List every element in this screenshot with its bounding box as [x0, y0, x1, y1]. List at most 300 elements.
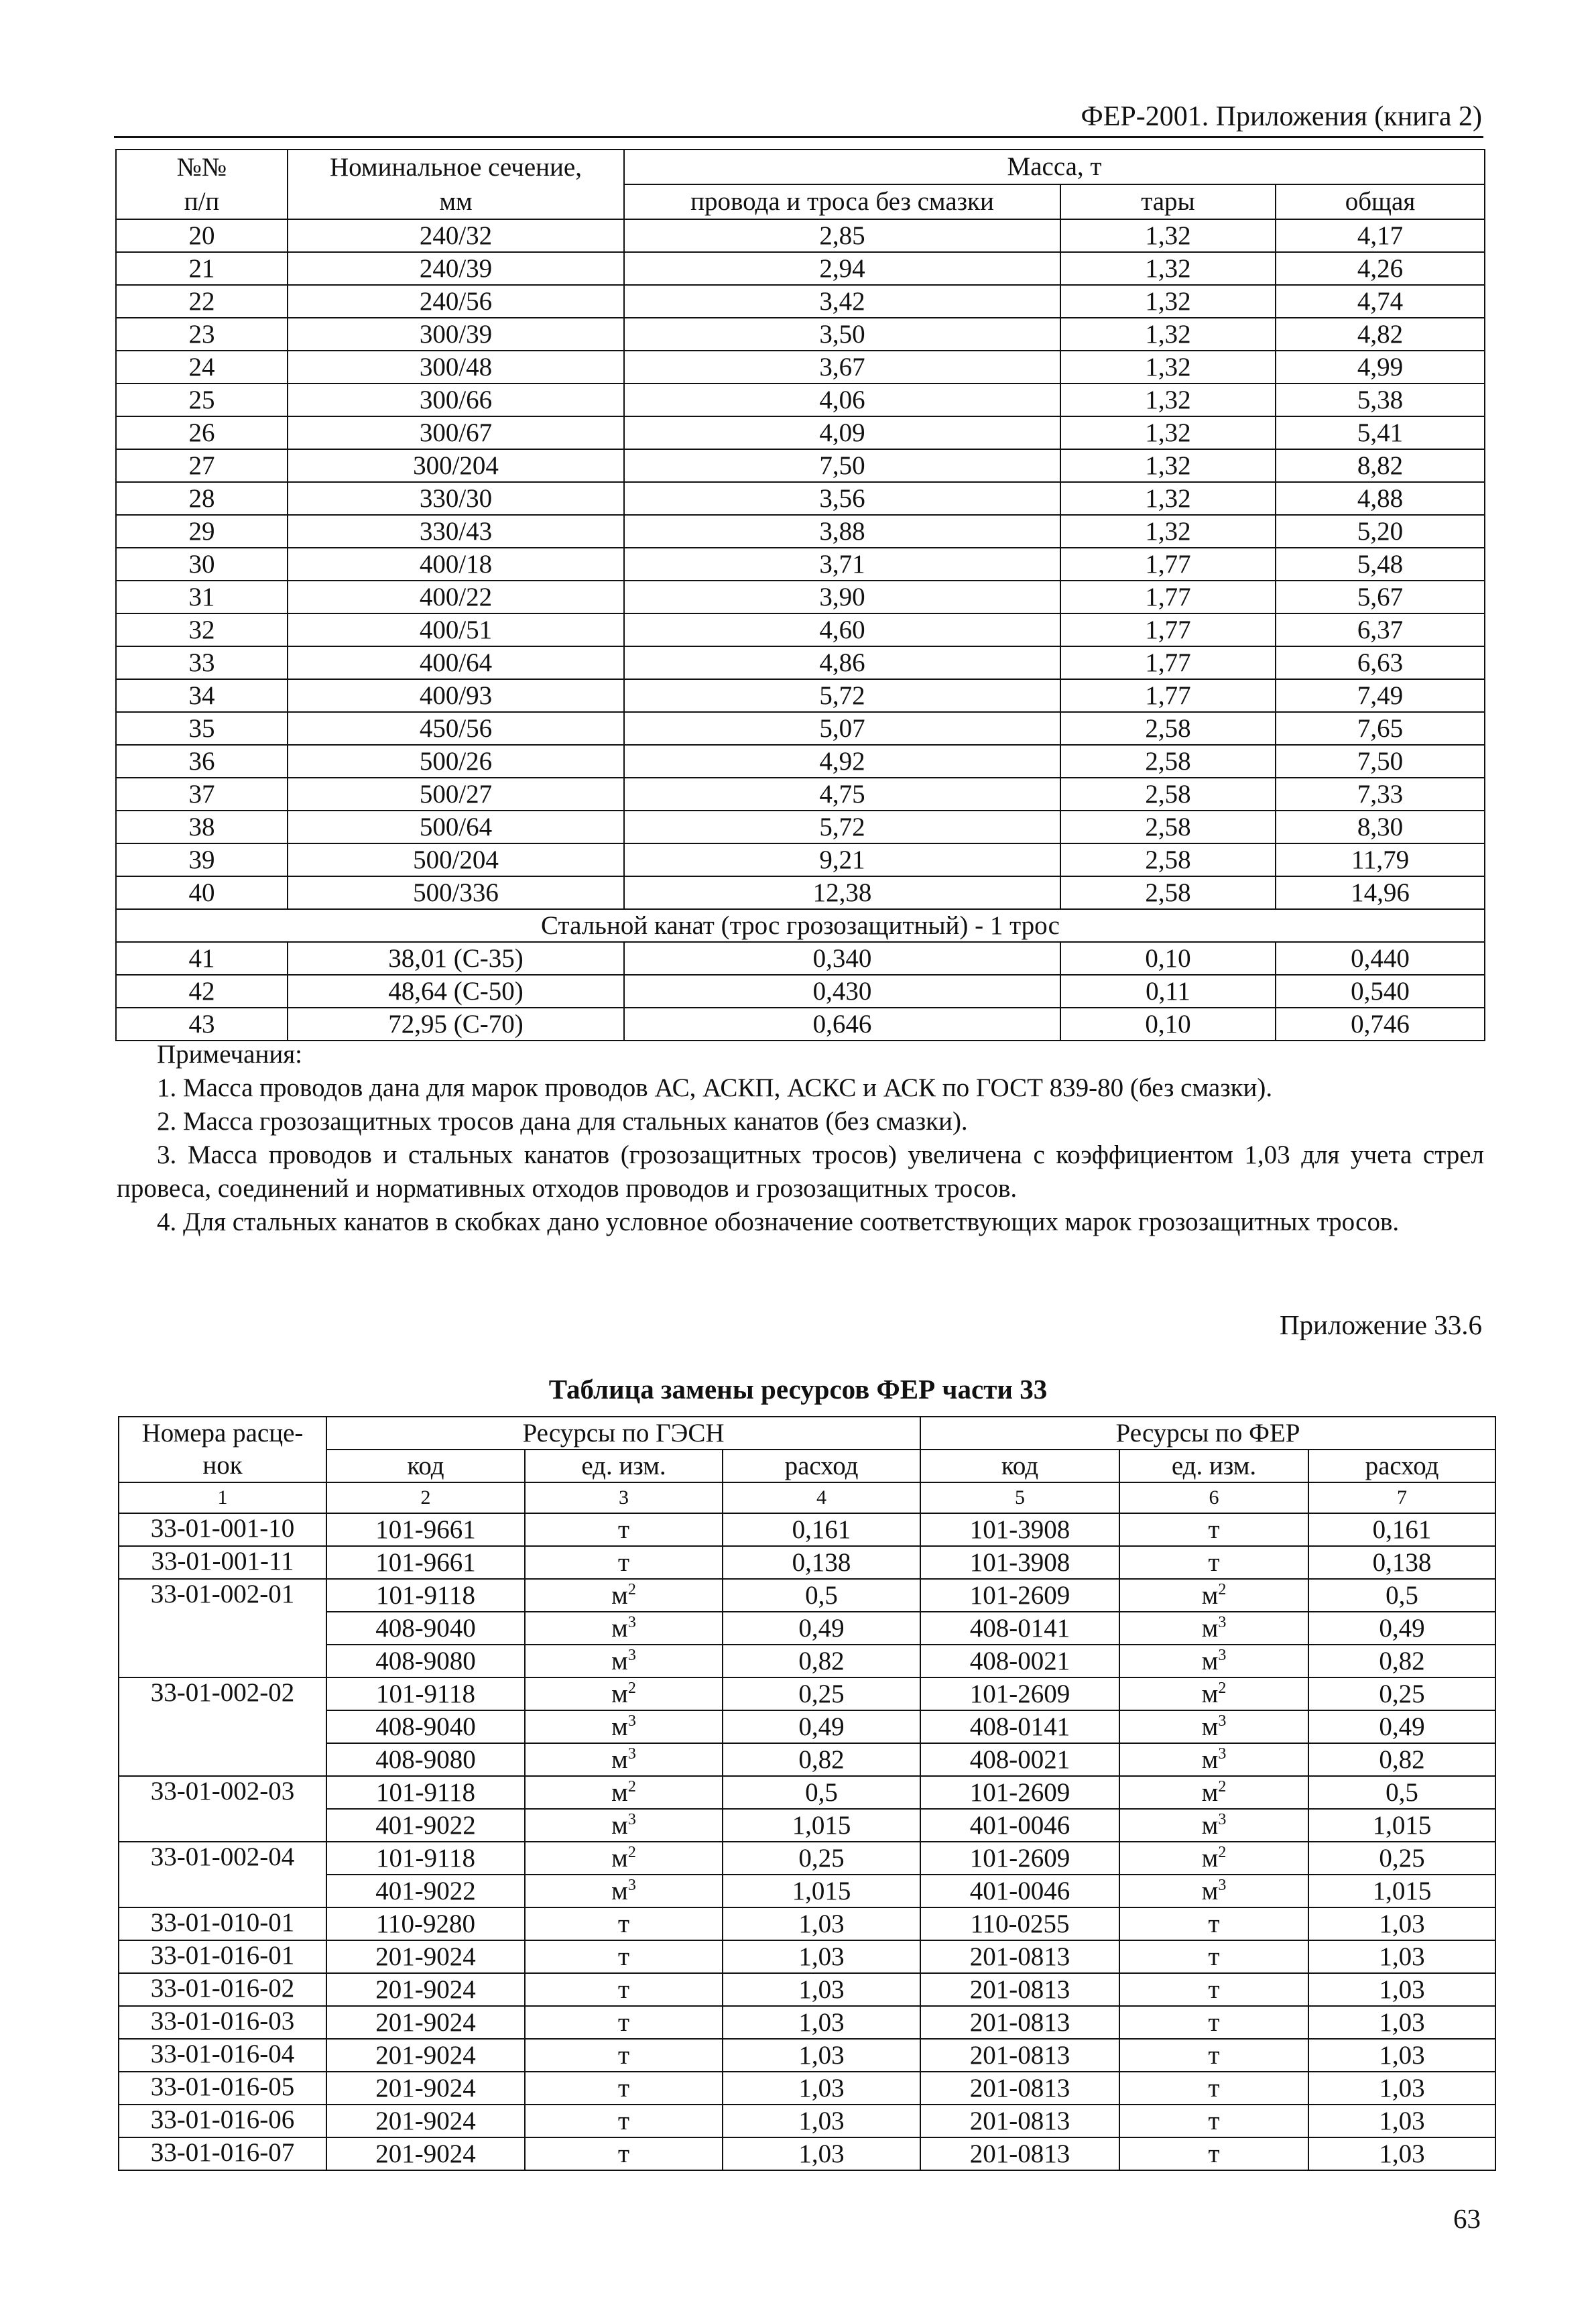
gesn-unit [525, 1875, 723, 1907]
gesn-consumption: 1,03 [723, 2039, 920, 2072]
total-mass: 6,37 [1276, 613, 1485, 646]
wire-mass: 4,60 [624, 613, 1060, 646]
gesn-unit: т [525, 2006, 723, 2039]
column-number: 4 [723, 1482, 920, 1513]
rate-number: 33-01-001-11 [119, 1546, 326, 1579]
wire-mass: 12,38 [624, 876, 1060, 909]
header-gesn-unit: ед. изм. [525, 1450, 723, 1482]
unit-exponent: 2 [1218, 1777, 1227, 1795]
table-row [119, 2072, 1495, 2105]
row-number: 31 [116, 581, 288, 613]
unit-base: м [1201, 1777, 1219, 1807]
table-row [116, 613, 1485, 646]
mass-table-body [116, 219, 1485, 909]
unit-exponent: 2 [1218, 1843, 1227, 1861]
unit-exponent: 2 [627, 1777, 636, 1795]
unit-exponent: 2 [1218, 1679, 1227, 1697]
resources-table [118, 1416, 1496, 2171]
gesn-unit: т [525, 2039, 723, 2072]
unit-exponent: 3 [627, 1745, 636, 1763]
unit-exponent: 2 [627, 1580, 636, 1598]
total-mass: 6,63 [1276, 646, 1485, 679]
wire-mass: 0,430 [624, 975, 1060, 1008]
nominal-section: 240/56 [288, 285, 624, 318]
fer-consumption: 1,03 [1308, 1907, 1495, 1940]
fer-unit [1119, 1842, 1308, 1875]
tare-mass: 2,58 [1060, 778, 1276, 811]
column-number: 6 [1119, 1482, 1308, 1513]
wire-mass: 4,75 [624, 778, 1060, 811]
fer-code: 201-0813 [920, 2105, 1119, 2137]
row-number: 29 [116, 515, 288, 548]
gesn-unit: т [525, 1907, 723, 1940]
nominal-section: 300/39 [288, 318, 624, 351]
fer-consumption: 1,015 [1308, 1875, 1495, 1907]
gesn-code: 101-9118 [326, 1842, 525, 1875]
gesn-code: 201-9024 [326, 1973, 525, 2006]
row-number: 21 [116, 252, 288, 285]
tare-mass: 1,32 [1060, 219, 1276, 252]
unit-exponent: 3 [627, 1646, 636, 1664]
wire-mass: 3,90 [624, 581, 1060, 613]
wire-mass: 0,340 [624, 942, 1060, 975]
gesn-code: 201-9024 [326, 2039, 525, 2072]
table-row [116, 876, 1485, 909]
gesn-consumption: 1,015 [723, 1875, 920, 1907]
header-gesn-consumption: расход [723, 1450, 920, 1482]
gesn-code: 101-9118 [326, 1579, 525, 1612]
wire-mass: 9,21 [624, 843, 1060, 876]
gesn-consumption: 0,25 [723, 1842, 920, 1875]
row-number: 32 [116, 613, 288, 646]
tare-mass: 1,32 [1060, 252, 1276, 285]
table-row [116, 482, 1485, 515]
nominal-section: 400/18 [288, 548, 624, 581]
table-row [116, 778, 1485, 811]
header-section-unit: мм [288, 184, 624, 219]
row-number: 27 [116, 449, 288, 482]
tare-mass: 0,11 [1060, 975, 1276, 1008]
tare-mass: 2,58 [1060, 712, 1276, 745]
header-num: №№ [116, 150, 288, 184]
nominal-section: 500/204 [288, 843, 624, 876]
header-fer-consumption: расход [1308, 1450, 1495, 1482]
nominal-section: 300/204 [288, 449, 624, 482]
fer-unit: т [1119, 1513, 1308, 1546]
fer-unit [1119, 1809, 1308, 1842]
table-row [119, 2105, 1495, 2137]
tare-mass: 1,32 [1060, 416, 1276, 449]
fer-unit [1119, 1645, 1308, 1677]
nominal-section: 48,64 (С-50) [288, 975, 624, 1008]
row-number: 23 [116, 318, 288, 351]
unit-base: м [611, 1810, 628, 1840]
header-fer-unit: ед. изм. [1119, 1450, 1308, 1482]
gesn-code: 408-9040 [326, 1710, 525, 1743]
table-row [116, 515, 1485, 548]
fer-code: 101-3908 [920, 1546, 1119, 1579]
fer-consumption: 1,03 [1308, 2039, 1495, 2072]
page-number: 63 [1453, 2203, 1481, 2234]
wire-mass: 5,07 [624, 712, 1060, 745]
row-number: 39 [116, 843, 288, 876]
fer-consumption: 0,49 [1308, 1710, 1495, 1743]
nominal-section: 300/48 [288, 351, 624, 384]
row-number: 41 [116, 942, 288, 975]
total-mass: 4,17 [1276, 219, 1485, 252]
row-number: 34 [116, 679, 288, 712]
nominal-section: 400/22 [288, 581, 624, 613]
column-numbers-row [119, 1482, 1495, 1513]
fer-code: 201-0813 [920, 2006, 1119, 2039]
gesn-consumption: 1,03 [723, 2072, 920, 2105]
nominal-section: 500/64 [288, 811, 624, 843]
unit-base: м [1201, 1876, 1219, 1905]
row-number: 35 [116, 712, 288, 745]
gesn-consumption: 0,138 [723, 1546, 920, 1579]
wire-mass: 3,42 [624, 285, 1060, 318]
tare-mass: 1,32 [1060, 351, 1276, 384]
wire-mass: 5,72 [624, 811, 1060, 843]
fer-consumption: 1,03 [1308, 2105, 1495, 2137]
gesn-code: 408-9080 [326, 1743, 525, 1776]
unit-base: м [611, 1679, 628, 1708]
resources-header-row-2 [119, 1450, 1495, 1482]
gesn-consumption: 0,5 [723, 1579, 920, 1612]
gesn-unit: т [525, 2105, 723, 2137]
notes [117, 1038, 1484, 1239]
unit-exponent: 2 [1218, 1580, 1227, 1598]
nominal-section: 330/43 [288, 515, 624, 548]
rate-number: 33-01-016-05 [119, 2072, 326, 2105]
fer-unit: т [1119, 2137, 1308, 2170]
unit-exponent: 3 [1218, 1646, 1227, 1664]
fer-unit: т [1119, 1973, 1308, 2006]
table-row [119, 1842, 1495, 1875]
tare-mass: 1,77 [1060, 548, 1276, 581]
note-item: 2. Масса грозозащитных тросов дана для стальных канатов (без смазки). [157, 1107, 968, 1136]
row-number: 20 [116, 219, 288, 252]
note-item: 4. Для стальных канатов в скобках дано условное обозначение соответствующих марок грозозащитных тросов. [157, 1207, 1400, 1236]
total-mass: 7,33 [1276, 778, 1485, 811]
rate-number: 33-01-002-01 [119, 1579, 326, 1677]
tare-mass: 1,32 [1060, 449, 1276, 482]
tare-mass: 1,77 [1060, 613, 1276, 646]
note-item: 1. Масса проводов дана для марок проводов АС, АСКП, АСКС и АСК по ГОСТ 839-80 (без смазки). [157, 1073, 1273, 1102]
total-mass: 5,41 [1276, 416, 1485, 449]
fer-unit: т [1119, 1940, 1308, 1973]
table-row [116, 285, 1485, 318]
fer-code: 401-0046 [920, 1809, 1119, 1842]
table-row [119, 1513, 1495, 1546]
wire-mass: 4,06 [624, 384, 1060, 416]
unit-base: м [611, 1580, 628, 1610]
column-number: 7 [1308, 1482, 1495, 1513]
row-number: 40 [116, 876, 288, 909]
tare-mass: 1,32 [1060, 482, 1276, 515]
gesn-consumption: 0,5 [723, 1776, 920, 1809]
header-rule [114, 136, 1483, 138]
row-number: 30 [116, 548, 288, 581]
fer-consumption: 1,015 [1308, 1809, 1495, 1842]
rate-number: 33-01-016-01 [119, 1940, 326, 1973]
row-number: 38 [116, 811, 288, 843]
nominal-section: 400/64 [288, 646, 624, 679]
gesn-unit [525, 1842, 723, 1875]
nominal-section: 500/336 [288, 876, 624, 909]
table-row [119, 1940, 1495, 1973]
tare-mass: 1,77 [1060, 646, 1276, 679]
fer-code: 401-0046 [920, 1875, 1119, 1907]
unit-exponent: 2 [627, 1843, 636, 1861]
wire-mass: 3,88 [624, 515, 1060, 548]
gesn-consumption: 0,82 [723, 1743, 920, 1776]
fer-code: 101-2609 [920, 1842, 1119, 1875]
gesn-unit [525, 1743, 723, 1776]
rate-number: 33-01-016-06 [119, 2105, 326, 2137]
table-row [119, 1776, 1495, 1809]
total-mass: 4,74 [1276, 285, 1485, 318]
unit-exponent: 2 [627, 1679, 636, 1697]
tare-mass: 1,77 [1060, 679, 1276, 712]
row-number: 36 [116, 745, 288, 778]
steel-section-row [116, 909, 1485, 942]
fer-unit [1119, 1710, 1308, 1743]
gesn-unit [525, 1710, 723, 1743]
table-row [119, 1907, 1495, 1940]
total-mass: 7,50 [1276, 745, 1485, 778]
gesn-consumption: 0,25 [723, 1677, 920, 1710]
wire-mass: 2,94 [624, 252, 1060, 285]
unit-exponent: 3 [1218, 1810, 1227, 1828]
tare-mass: 0,10 [1060, 1008, 1276, 1041]
row-number: 25 [116, 384, 288, 416]
fer-code: 110-0255 [920, 1907, 1119, 1940]
resources-table-title: Таблица замены ресурсов ФЕР части 33 [548, 1374, 1048, 1405]
header-total: общая [1276, 184, 1485, 219]
fer-unit [1119, 1875, 1308, 1907]
fer-code: 101-3908 [920, 1513, 1119, 1546]
fer-consumption: 0,5 [1308, 1776, 1495, 1809]
note-item: 3. Масса проводов и стальных канатов (грозозащитных тросов) увеличена с коэффициентом 1,03 для учета стрел провеса, соединений и нормативных отходов проводов и грозозащитных тросов. [117, 1140, 1484, 1203]
total-mass: 0,746 [1276, 1008, 1485, 1041]
total-mass: 7,65 [1276, 712, 1485, 745]
column-number: 5 [920, 1482, 1119, 1513]
fer-code: 408-0141 [920, 1710, 1119, 1743]
wire-mass: 4,86 [624, 646, 1060, 679]
total-mass: 14,96 [1276, 876, 1485, 909]
unit-base: м [1201, 1580, 1219, 1610]
table-row [116, 449, 1485, 482]
fer-consumption: 0,25 [1308, 1842, 1495, 1875]
row-number: 28 [116, 482, 288, 515]
gesn-code: 101-9118 [326, 1776, 525, 1809]
gesn-unit [525, 1677, 723, 1710]
unit-base: м [1201, 1646, 1219, 1675]
fer-code: 201-0813 [920, 2137, 1119, 2170]
rate-number: 33-01-016-03 [119, 2006, 326, 2039]
gesn-unit: т [525, 1940, 723, 1973]
gesn-code: 201-9024 [326, 2072, 525, 2105]
tare-mass: 1,77 [1060, 581, 1276, 613]
nominal-section: 240/32 [288, 219, 624, 252]
table-row [119, 1579, 1495, 1612]
table-row [119, 2137, 1495, 2170]
unit-base: м [611, 1646, 628, 1675]
total-mass: 4,99 [1276, 351, 1485, 384]
unit-exponent: 3 [1218, 1745, 1227, 1763]
total-mass: 11,79 [1276, 843, 1485, 876]
wire-mass: 0,646 [624, 1008, 1060, 1041]
steel-section-title: Стальной канат (трос грозозащитный) - 1 трос [116, 909, 1485, 942]
gesn-consumption: 1,03 [723, 2137, 920, 2170]
rate-number: 33-01-016-04 [119, 2039, 326, 2072]
fer-consumption: 0,5 [1308, 1579, 1495, 1612]
gesn-code: 401-9022 [326, 1875, 525, 1907]
fer-code: 201-0813 [920, 1973, 1119, 2006]
total-mass: 5,38 [1276, 384, 1485, 416]
table-row [116, 318, 1485, 351]
column-number: 1 [119, 1482, 326, 1513]
gesn-unit: т [525, 1513, 723, 1546]
fer-consumption: 1,03 [1308, 2072, 1495, 2105]
fer-unit [1119, 1579, 1308, 1612]
unit-base: м [1201, 1843, 1219, 1873]
steel-table-body [116, 942, 1485, 1041]
table-row [116, 942, 1485, 975]
total-mass: 7,49 [1276, 679, 1485, 712]
gesn-code: 201-9024 [326, 2006, 525, 2039]
wire-mass: 4,92 [624, 745, 1060, 778]
table-row [116, 384, 1485, 416]
gesn-unit: т [525, 1546, 723, 1579]
tare-mass: 2,58 [1060, 843, 1276, 876]
table-row [119, 1973, 1495, 2006]
gesn-code: 110-9280 [326, 1907, 525, 1940]
table-row [116, 679, 1485, 712]
mass-table-header-row-1 [116, 150, 1485, 184]
gesn-code: 101-9118 [326, 1677, 525, 1710]
resources-table-body [119, 1513, 1495, 2170]
nominal-section: 300/67 [288, 416, 624, 449]
fer-code: 201-0813 [920, 2072, 1119, 2105]
unit-exponent: 3 [1218, 1613, 1227, 1631]
header-gesn-code: код [326, 1450, 525, 1482]
row-number: 37 [116, 778, 288, 811]
gesn-consumption: 1,03 [723, 1940, 920, 1973]
nominal-section: 72,95 (С-70) [288, 1008, 624, 1041]
table-row [119, 1546, 1495, 1579]
nominal-section: 450/56 [288, 712, 624, 745]
header-gesn: Ресурсы по ГЭСН [326, 1417, 920, 1450]
table-row [116, 843, 1485, 876]
gesn-unit [525, 1645, 723, 1677]
table-row [116, 416, 1485, 449]
gesn-consumption: 1,03 [723, 1907, 920, 1940]
table-row [116, 581, 1485, 613]
fer-unit [1119, 1677, 1308, 1710]
unit-exponent: 3 [627, 1613, 636, 1631]
fer-unit: т [1119, 2039, 1308, 2072]
gesn-code: 101-9661 [326, 1513, 525, 1546]
gesn-unit [525, 1776, 723, 1809]
wire-mass: 3,50 [624, 318, 1060, 351]
table-row [116, 975, 1485, 1008]
fer-unit: т [1119, 2072, 1308, 2105]
total-mass: 0,440 [1276, 942, 1485, 975]
fer-consumption: 0,82 [1308, 1743, 1495, 1776]
fer-code: 408-0021 [920, 1645, 1119, 1677]
fer-code: 101-2609 [920, 1776, 1119, 1809]
header-num-line2: п/п [116, 184, 288, 219]
total-mass: 8,82 [1276, 449, 1485, 482]
fer-unit [1119, 1776, 1308, 1809]
rate-number: 33-01-002-03 [119, 1776, 326, 1842]
column-number: 3 [525, 1482, 723, 1513]
tare-mass: 1,32 [1060, 384, 1276, 416]
header-section: Номинальное сечение, [288, 150, 624, 184]
header-fer: Ресурсы по ФЕР [920, 1417, 1495, 1450]
total-mass: 4,26 [1276, 252, 1485, 285]
gesn-code: 408-9080 [326, 1645, 525, 1677]
resources-header-row-1 [119, 1417, 1495, 1450]
header-rates-line2: нок [119, 1450, 326, 1482]
unit-base: м [1201, 1745, 1219, 1774]
gesn-consumption: 0,82 [723, 1645, 920, 1677]
row-number: 24 [116, 351, 288, 384]
unit-exponent: 3 [627, 1712, 636, 1730]
table-row [116, 646, 1485, 679]
fer-code: 201-0813 [920, 2039, 1119, 2072]
unit-base: м [611, 1876, 628, 1905]
tare-mass: 2,58 [1060, 745, 1276, 778]
row-number: 42 [116, 975, 288, 1008]
rate-number: 33-01-002-04 [119, 1842, 326, 1907]
fer-code: 101-2609 [920, 1579, 1119, 1612]
gesn-unit: т [525, 2137, 723, 2170]
table-row [119, 1677, 1495, 1710]
fer-consumption: 0,161 [1308, 1513, 1495, 1546]
nominal-section: 400/51 [288, 613, 624, 646]
table-row [116, 548, 1485, 581]
header-mass: Масса, т [624, 150, 1485, 184]
table-row [116, 1008, 1485, 1041]
unit-base: м [611, 1843, 628, 1873]
unit-base: м [1201, 1712, 1219, 1741]
fer-code: 201-0813 [920, 1940, 1119, 1973]
tare-mass: 2,58 [1060, 876, 1276, 909]
total-mass: 5,67 [1276, 581, 1485, 613]
unit-base: м [1201, 1679, 1219, 1708]
unit-base: м [611, 1613, 628, 1643]
unit-base: м [611, 1777, 628, 1807]
gesn-consumption: 0,161 [723, 1513, 920, 1546]
fer-code: 408-0021 [920, 1743, 1119, 1776]
nominal-section: 400/93 [288, 679, 624, 712]
unit-base: м [1201, 1613, 1219, 1643]
fer-unit [1119, 1612, 1308, 1645]
fer-unit [1119, 1743, 1308, 1776]
rate-number: 33-01-001-10 [119, 1513, 326, 1546]
fer-consumption: 1,03 [1308, 1940, 1495, 1973]
fer-unit: т [1119, 2105, 1308, 2137]
wire-mass: 5,72 [624, 679, 1060, 712]
nominal-section: 500/27 [288, 778, 624, 811]
gesn-consumption: 0,49 [723, 1612, 920, 1645]
gesn-code: 201-9024 [326, 2105, 525, 2137]
appendix-label: Приложение 33.6 [1279, 1309, 1482, 1340]
column-number: 2 [326, 1482, 525, 1513]
